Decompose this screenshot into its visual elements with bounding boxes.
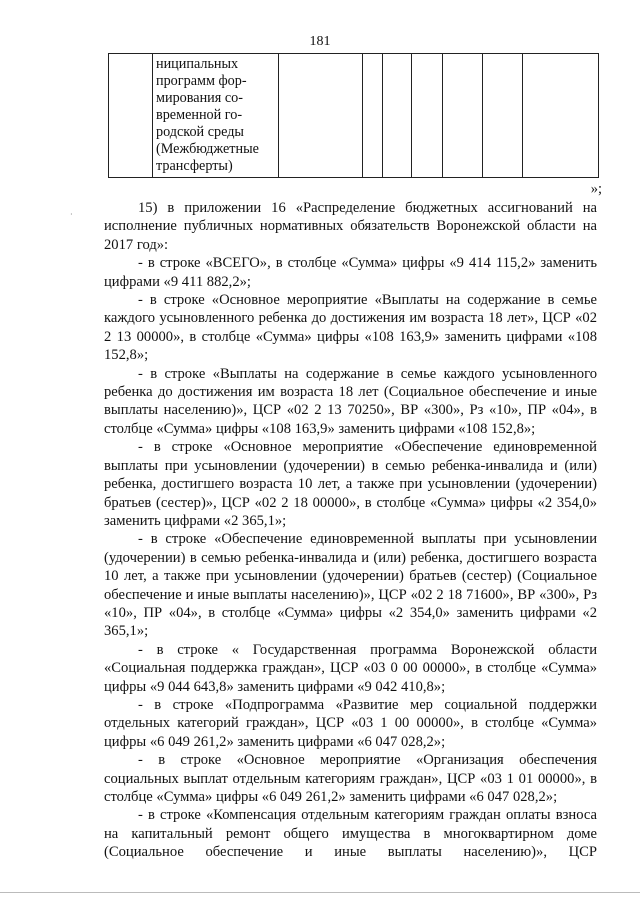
- table-name-line: временной го-: [156, 107, 243, 123]
- bottom-edge-line: [0, 892, 640, 893]
- table-name-line: родской среды: [156, 124, 244, 140]
- paragraph: - в строке «Выплаты на содержание в семье каждого усыновленного ребенка до достижения им возраста 18 лет (Социальное обеспечение и иные выплаты населению)», ЦСР «02 2 13 70250», ВР «300», Рз «10», ПР «04», в столбце «Сумма» цифры «108 163,9» заменить цифрами «108 152,8»;: [104, 365, 597, 437]
- document-body: [104, 199, 597, 862]
- closing-quote: »;: [590, 181, 602, 197]
- table-cell-empty: [363, 54, 383, 178]
- paragraph: - в строке «Обеспечение единовременной выплаты при усыновлении (удочерении) в семью ребенка-инвалида и (или) ребенка, достигшего возраста 10 лет, а также при усыновлении (удочерении) братьев (сестер) (Социальное обеспечение и иные выплаты населению)», ЦСР «02 2 18 71600», ВР «300», Рз «10», ПР «04», в столбце «Сумма» цифры «2 354,0» заменить цифрами «2 365,1»;: [104, 531, 597, 640]
- table-cell-empty: [443, 54, 483, 178]
- table-name-line: трансферты): [156, 158, 233, 174]
- paragraph: - в строке «Основное мероприятие «Организация обеспечения социальных выплат отдельным категориям граждан», ЦСР «03 1 01 00000», в столбце «Сумма» цифры «6 049 261,2» заменить цифрами «6 047 028,2»;: [104, 752, 597, 805]
- paragraph: - в строке «ВСЕГО», в столбце «Сумма» цифры «9 414 115,2» заменить цифрами «9 411 882,2»;: [104, 255, 597, 290]
- paragraph: - в строке «Основное мероприятие «Обеспечение единовременной выплаты при усыновлении (удочерении) в семью ребенка-инвалида и (или) ребенка, достигшего возраста 10 лет, а также при усыновлении (удочерении) братьев (сестер)», ЦСР «02 2 18 00000», в столбце «Сумма» цифры «2 354,0» заменить цифрами «2 365,1»;: [104, 439, 597, 529]
- table-cell-empty: [412, 54, 443, 178]
- table-cell-empty: [523, 54, 599, 178]
- table-cell-name: [153, 54, 279, 178]
- paragraph: - в строке «Основное мероприятие «Выплаты на содержание в семье каждого усыновленного ребенка до достижения им возраста 18 лет», ЦСР «02 2 13 00000», в столбце «Сумма» цифры «108 163,9» заменить цифрами «108 152,8»;: [104, 292, 597, 364]
- budget-table-fragment: [108, 53, 599, 178]
- table-name-line: программ фор-: [156, 73, 247, 89]
- margin-dot: ·: [70, 210, 73, 219]
- paragraph: - в строке « Государственная программа Воронежской области «Социальная поддержка граждан», ЦСР «03 0 00 00000», в столбце «Сумма» цифры «9 044 643,8» заменить цифрами «9 042 410,8»;: [104, 641, 597, 695]
- paragraph: 15) в приложении 16 «Распределение бюджетных ассигнований на исполнение публичных нормативных обязательств Воронежской области на 2017 год»:: [104, 200, 597, 253]
- table-cell-number: [109, 54, 153, 178]
- table-name-line: ниципальных: [156, 56, 239, 72]
- table-cell-empty: [483, 54, 523, 178]
- paragraph: - в строке «Компенсация отдельным категориям граждан оплаты взноса на капитальный ремонт общего имущества в многоквартирном доме (Социальное обеспечение и иные выплаты населению)», ЦСР: [104, 807, 597, 861]
- page-number: 181: [309, 34, 331, 49]
- table-name-line: (Межбюджетные: [156, 141, 259, 157]
- table-cell-empty: [383, 54, 412, 178]
- table-row: [109, 54, 599, 178]
- table-cell-empty: [279, 54, 363, 178]
- table-name-line: мирования со-: [156, 90, 243, 106]
- paragraph: - в строке «Подпрограмма «Развитие мер социальной поддержки отдельных категорий граждан», ЦСР «03 1 00 00000», в столбце «Сумма» цифры «6 049 261,2» заменить цифрами «6 047 028,2»;: [104, 696, 597, 750]
